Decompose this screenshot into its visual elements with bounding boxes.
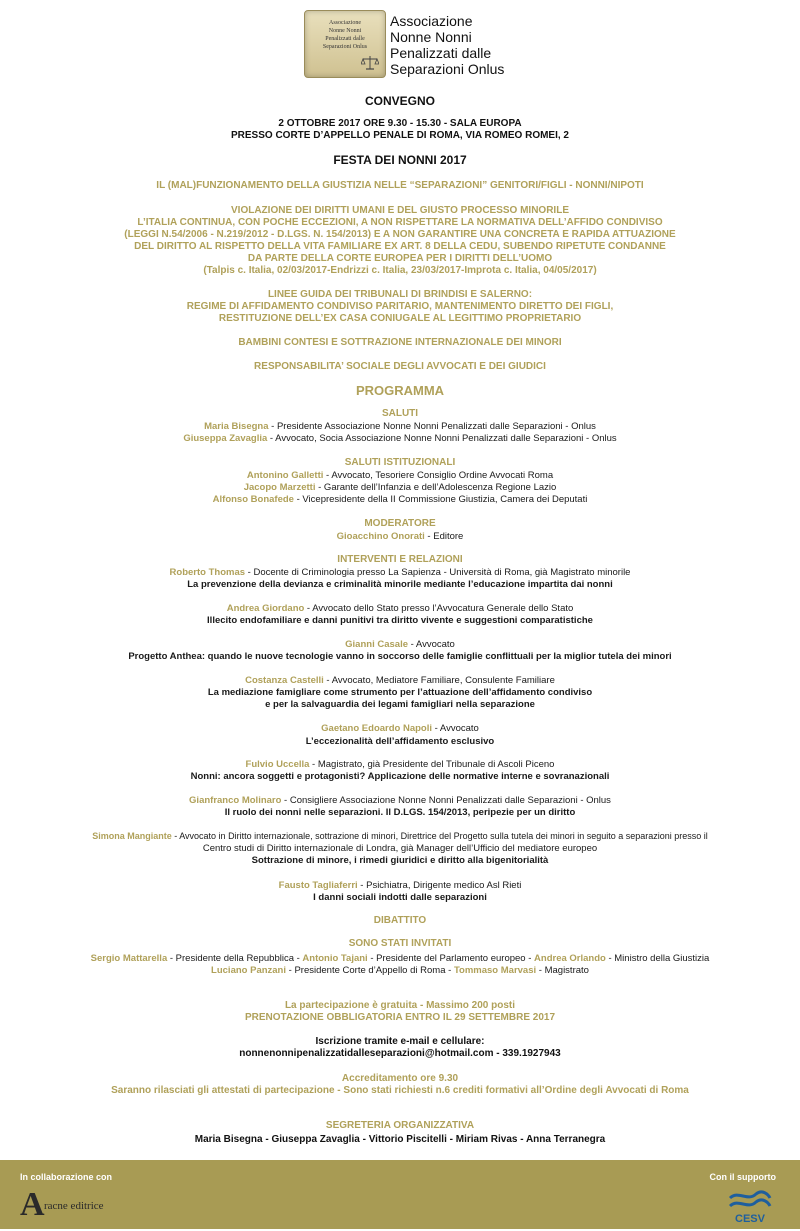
speaker-name: Gianni Casale [345, 639, 408, 650]
violazione-line: DEL DIRITTO AL RISPETTO DELLA VITA FAMILIARE EX ART. 8 DELLA CEDU, SUBENDO RIPETUTE CONDANNE [134, 241, 666, 252]
iscrizione-line: Iscrizione tramite e-mail e cellulare: [315, 1036, 485, 1047]
speaker-role: - Ministro della Giustizia [605, 953, 710, 964]
speaker-role: - Editore [424, 531, 464, 542]
association-name-line: Nonne Nonni [390, 29, 472, 45]
cesv-logo-icon [724, 1186, 774, 1226]
speaker-name: Jacopo Marzetti [243, 482, 316, 493]
speaker-role: - Vicepresidente della II Commissione Giustizia, Camera dei Deputati [293, 494, 588, 505]
talk-title: La prevenzione della devianza e criminalità minorile mediante l’educazione impartita dai nonni [187, 579, 613, 590]
talk-title: Progetto Anthea: quando le nuove tecnologie vanno in soccorso delle famiglie conflittuali per la miglior tutela dei minori [128, 651, 672, 662]
speaker-row [0, 880, 800, 891]
aracne-logo-text: racne editrice [44, 1200, 104, 1212]
speaker-role: - Avvocato [408, 639, 455, 650]
talk-title: I danni sociali indotti dalle separazioni [313, 892, 487, 903]
saluti-istituzionali-heading: SALUTI ISTITUZIONALI [344, 457, 456, 468]
invitati-heading: SONO STATI INVITATI [348, 938, 452, 949]
speaker-name: Fausto Tagliaferri [278, 880, 358, 891]
festa-heading: FESTA DEI NONNI 2017 [333, 153, 467, 167]
speaker-name: Luciano Panzani [211, 965, 287, 976]
speaker-row [0, 482, 800, 493]
speaker-name: Sergio Mattarella [90, 953, 168, 964]
speaker-role: - Avvocato [432, 723, 479, 734]
talk-title: L’eccezionalità dell’affidamento esclusivo [305, 736, 495, 747]
violazione-line: VIOLAZIONE DEI DIRITTI UMANI E DEL GIUSTO PROCESSO MINORILE [231, 205, 569, 216]
speaker-row [0, 675, 800, 686]
speaker-role: - Docente di Criminologia presso La Sapienza - Università di Roma, già Magistrato minorile [245, 567, 631, 578]
convegno-heading: CONVEGNO [364, 94, 435, 108]
scales-of-justice-icon [361, 55, 379, 71]
speaker-row [0, 567, 800, 578]
attestati-line: Saranno rilasciati gli attestati di partecipazione - Sono stati richiesti n.6 crediti formativi all’Ordine degli Avvocati di Roma [111, 1085, 689, 1096]
linee-line: REGIME DI AFFIDAMENTO CONDIVISO PARITARIO, MANTENIMENTO DIRETTO DEI FIGLI, [186, 301, 614, 312]
association-name-line: Associazione [390, 13, 473, 29]
logo-text: Associazione [329, 20, 361, 26]
speaker-role: - Presidente del Parlamento europeo - [367, 953, 535, 964]
speaker-name: Maria Bisegna [204, 421, 269, 432]
bambini-line: BAMBINI CONTESI E SOTTRAZIONE INTERNAZIONALE DEI MINORI [238, 337, 562, 348]
partecipazione-line: La partecipazione è gratuita - Massimo 200 posti [284, 1000, 516, 1011]
speaker-row [0, 421, 800, 432]
speaker-name: Gianfranco Molinaro [189, 795, 282, 806]
speaker-role: - Psichiatra, Dirigente medico Asl Rieti [357, 880, 522, 891]
linee-line: LINEE GUIDA DEI TRIBUNALI DI BRINDISI E SALERNO: [267, 289, 533, 300]
interventi-heading: INTERVENTI E RELAZIONI [337, 554, 463, 565]
speaker-row [0, 723, 800, 734]
header-logo-block [300, 10, 560, 80]
speaker-name: Andrea Orlando [534, 953, 606, 964]
speaker-role: - Magistrato [536, 965, 589, 976]
association-name [390, 13, 504, 77]
invitati-row [0, 953, 800, 964]
speaker-row [0, 759, 800, 770]
speaker-name: Costanza Castelli [245, 675, 324, 686]
speaker-row [0, 433, 800, 444]
speaker-role: - Avvocato dello Stato presso l’Avvocatura Generale dello Stato [304, 603, 574, 614]
linee-line: RESTITUZIONE DELL’EX CASA CONIUGALE AL LEGITTIMO PROPRIETARIO [218, 313, 582, 324]
speaker-name: Roberto Thomas [169, 567, 246, 578]
speaker-row [0, 603, 800, 614]
dibattito-heading: DIBATTITO [373, 915, 427, 926]
footer-banner [0, 1160, 800, 1229]
speaker-role: - Presidente Associazione Nonne Nonni Penalizzati dalle Separazioni - Onlus [268, 421, 596, 432]
speaker-name: Gaetano Edoardo Napoli [321, 723, 433, 734]
speaker-row [0, 795, 800, 806]
speaker-row [0, 470, 800, 481]
speaker-name: Andrea Giordano [226, 603, 305, 614]
violazione-line: DA PARTE DELLA CORTE EUROPEA PER I DIRITTI DELL’UOMO [247, 253, 553, 264]
accreditamento-line: Accreditamento ore 9.30 [341, 1073, 459, 1084]
talk-title: Nonni: ancora soggetti e protagonisti? Applicazione delle normative interne e sovranazionali [190, 771, 610, 782]
speaker-row [0, 639, 800, 650]
cesv-text: CESV [735, 1213, 765, 1225]
logo-text: Penalizzati dalle [325, 36, 365, 42]
speaker-row [0, 494, 800, 505]
place-line: PRESSO CORTE D’APPELLO PENALE DI ROMA, VIA ROMEO ROMEI, 2 [231, 130, 569, 141]
prenotazione-line: PRENOTAZIONE OBBLIGATORIA ENTRO IL 29 SETTEMBRE 2017 [244, 1012, 556, 1023]
violazione-line: (LEGGI N.54/2006 - N.219/2012 - D.LGS. N. 154/2013) E A NON GARANTIRE UNA CONCRETA E RAPIDA ATTUAZIONE [124, 229, 676, 240]
speaker-role: - Consigliere Associazione Nonne Nonni Penalizzati dalle Separazioni - Onlus [281, 795, 611, 806]
speaker-role: - Avvocato in Diritto internazionale, sottrazione di minori, Direttrice del Progetto sulla tutela dei minori in seguito a separazioni presso il [171, 831, 708, 841]
association-name-line: Separazioni Onlus [390, 61, 505, 77]
collaborazione-label: In collaborazione con [20, 1172, 113, 1182]
speaker-role: - Avvocato, Mediatore Familiare, Consulente Familiare [323, 675, 555, 686]
speaker-name: Antonino Galletti [246, 470, 324, 481]
segreteria-names: Maria Bisegna - Giuseppa Zavaglia - Vittorio Piscitelli - Miriam Rivas - Anna Terranegra [194, 1134, 606, 1145]
speaker-name: Tommaso Marvasi [453, 965, 537, 976]
speaker-name: Giuseppa Zavaglia [183, 433, 268, 444]
contact-email-phone[interactable]: nonnenonnipenalizzatidalleseparazioni@hotmail.com - 339.1927943 [239, 1048, 561, 1059]
speaker-role-continued: Centro studi di Diritto internazionale di Londra, già Manager dell’Ufficio del mediatore europeo [202, 843, 598, 854]
theme-line: IL (MAL)FUNZIONAMENTO DELLA GIUSTIZIA NELLE “SEPARAZIONI” GENITORI/FIGLI - NONNI/NIPOTI [156, 180, 644, 191]
talk-title: Illecito endofamiliare e danni punitivi tra diritto vivente e suggestioni comparatistiche [207, 615, 593, 626]
cesv-logo [724, 1186, 774, 1226]
supporto-label: Con il supporto [709, 1172, 776, 1182]
speaker-role: - Avvocato, Tesoriere Consiglio Ordine Avvocati Roma [323, 470, 554, 481]
logo-text: Separazioni Onlus [322, 44, 368, 50]
association-name-line: Penalizzati dalle [390, 45, 492, 61]
segreteria-heading: SEGRETERIA ORGANIZZATIVA [325, 1120, 475, 1131]
programma-heading: PROGRAMMA [355, 383, 445, 398]
speaker-name: Gioacchino Onorati [336, 531, 425, 542]
aracne-logo-letter: A [20, 1186, 45, 1223]
talk-title: e per la salvaguardia dei legami famigliari nella separazione [265, 699, 535, 710]
speaker-name: Fulvio Uccella [245, 759, 310, 770]
speaker-role: - Magistrato, già Presidente del Tribunale di Ascoli Piceno [309, 759, 555, 770]
speaker-role: - Garante dell’Infanzia e dell’Adolescenza Regione Lazio [315, 482, 557, 493]
speaker-role: - Presidente Corte d’Appello di Roma - [286, 965, 454, 976]
speaker-role: - Presidente della Repubblica - [167, 953, 303, 964]
violazione-line: L’ITALIA CONTINUA, CON POCHE ECCEZIONI, A NON RISPETTARE LA NORMATIVA DELL’AFFIDO CONDIVISO [137, 217, 663, 228]
date-line: 2 OTTOBRE 2017 ORE 9.30 - 15.30 - SALA EUROPA [278, 118, 522, 129]
association-logo [304, 10, 386, 78]
speaker-row [0, 531, 800, 542]
invitati-row [0, 965, 800, 976]
case-citations: (Talpis c. Italia, 02/03/2017-Endrizzi c. Italia, 23/03/2017-Improta c. Italia, 04/05/2017) [203, 265, 597, 276]
speaker-row [0, 831, 800, 841]
talk-title: Sottrazione di minore, i rimedi giuridici e diritto alla bigenitorialità [251, 855, 549, 866]
aracne-editrice-logo [20, 1188, 130, 1224]
speaker-name: Simona Mangiante [92, 831, 172, 841]
logo-text: Nonne Nonni [328, 28, 362, 34]
talk-title: Il ruolo dei nonni nelle separazioni. Il D.LGS. 154/2013, peripezie per un diritto [224, 807, 576, 818]
responsabilita-line: RESPONSABILITA’ SOCIALE DEGLI AVVOCATI E DEI GIUDICI [254, 361, 546, 372]
moderatore-heading: MODERATORE [364, 518, 436, 529]
speaker-name: Alfonso Bonafede [212, 494, 294, 505]
talk-title: La mediazione famigliare come strumento per l’attuazione dell’affidamento condiviso [207, 687, 593, 698]
speaker-role: - Avvocato, Socia Associazione Nonne Nonni Penalizzati dalle Separazioni - Onlus [267, 433, 617, 444]
speaker-name: Antonio Tajani [302, 953, 368, 964]
saluti-heading: SALUTI [381, 408, 419, 419]
